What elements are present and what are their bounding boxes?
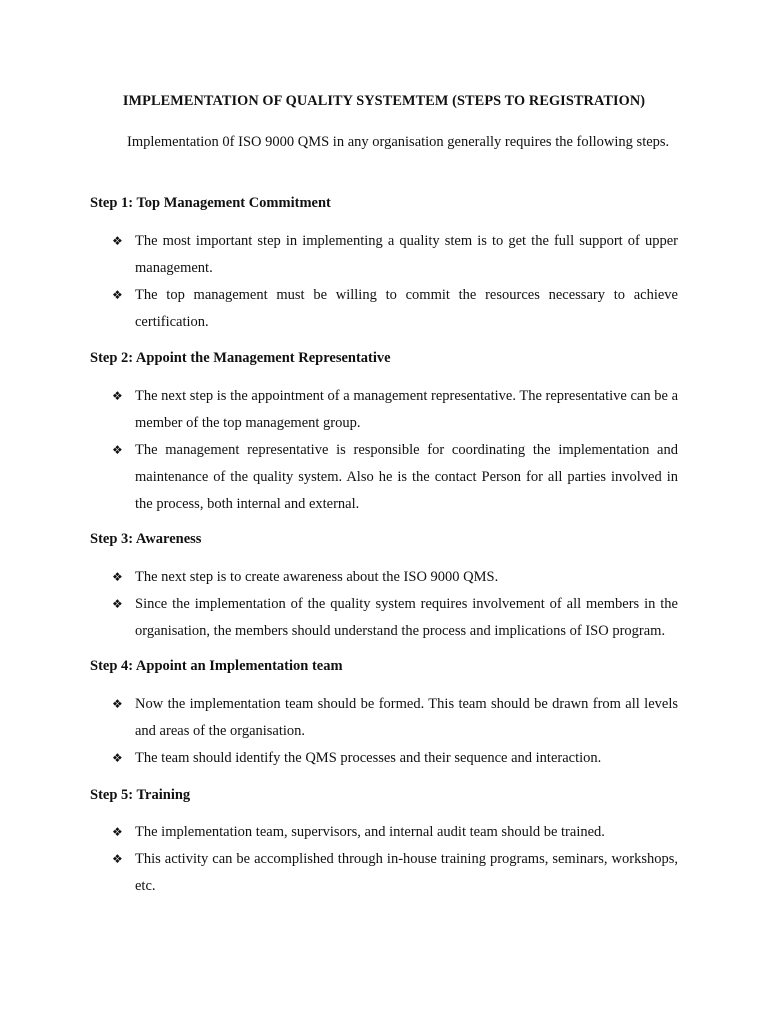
diamond-bullet-icon: ❖ xyxy=(112,443,123,457)
bullet-text: The top management must be willing to commit the resources necessary to achieve certification. xyxy=(135,287,678,330)
list-item xyxy=(90,819,678,846)
bullet-text: The next step is the appointment of a management representative. The representative can be a member of the top management group. xyxy=(135,388,678,431)
list-item xyxy=(90,228,678,282)
intro-paragraph: Implementation 0f ISO 9000 QMS in any organisation generally requires the following steps. xyxy=(127,134,670,150)
bullet-text: The implementation team, supervisors, and internal audit team should be trained. xyxy=(135,824,605,840)
bullet-text: This activity can be accomplished through in-house training programs, seminars, workshops, etc. xyxy=(135,851,678,894)
diamond-bullet-icon: ❖ xyxy=(112,751,123,765)
step-2-heading: Step 2: Appoint the Management Representative xyxy=(90,350,391,366)
bullet-text: The most important step in implementing a quality stem is to get the full support of upper management. xyxy=(135,233,678,276)
list-item xyxy=(90,691,678,745)
list-item xyxy=(90,437,678,518)
bullet-text: The team should identify the QMS processes and their sequence and interaction. xyxy=(135,750,602,766)
bullet-text: The management representative is responsible for coordinating the implementation and maintenance of the quality system. Also he is the contact Person for all parties involved in the process, both internal and external. xyxy=(135,442,678,512)
list-item xyxy=(90,564,678,591)
diamond-bullet-icon: ❖ xyxy=(112,852,123,866)
step-5-bullet-list xyxy=(90,819,678,900)
diamond-bullet-icon: ❖ xyxy=(112,234,123,248)
list-item xyxy=(90,282,678,336)
step-4-heading: Step 4: Appoint an Implementation team xyxy=(90,658,343,674)
diamond-bullet-icon: ❖ xyxy=(112,597,123,611)
document-title: IMPLEMENTATION OF QUALITY SYSTEMTEM (STEPS TO REGISTRATION) xyxy=(122,93,646,109)
diamond-bullet-icon: ❖ xyxy=(112,570,123,584)
diamond-bullet-icon: ❖ xyxy=(112,697,123,711)
bullet-text: The next step is to create awareness about the ISO 9000 QMS. xyxy=(135,569,499,585)
list-item xyxy=(90,846,678,900)
step-1-bullet-list xyxy=(90,228,678,336)
list-item xyxy=(90,591,678,645)
step-2-bullet-list xyxy=(90,383,678,518)
step-3-heading: Step 3: Awareness xyxy=(90,531,202,547)
diamond-bullet-icon: ❖ xyxy=(112,825,123,839)
bullet-text: Since the implementation of the quality system requires involvement of all members in the organisation, the members should understand the process and implications of ISO program. xyxy=(135,596,678,639)
diamond-bullet-icon: ❖ xyxy=(112,389,123,403)
list-item xyxy=(90,383,678,437)
diamond-bullet-icon: ❖ xyxy=(112,288,123,302)
step-5-heading: Step 5: Training xyxy=(90,787,191,803)
bullet-text: Now the implementation team should be formed. This team should be drawn from all levels and areas of the organisation. xyxy=(135,696,678,739)
list-item xyxy=(90,745,678,772)
step-4-bullet-list xyxy=(90,691,678,772)
step-1-heading: Step 1: Top Management Commitment xyxy=(90,195,331,211)
step-3-bullet-list xyxy=(90,564,678,645)
